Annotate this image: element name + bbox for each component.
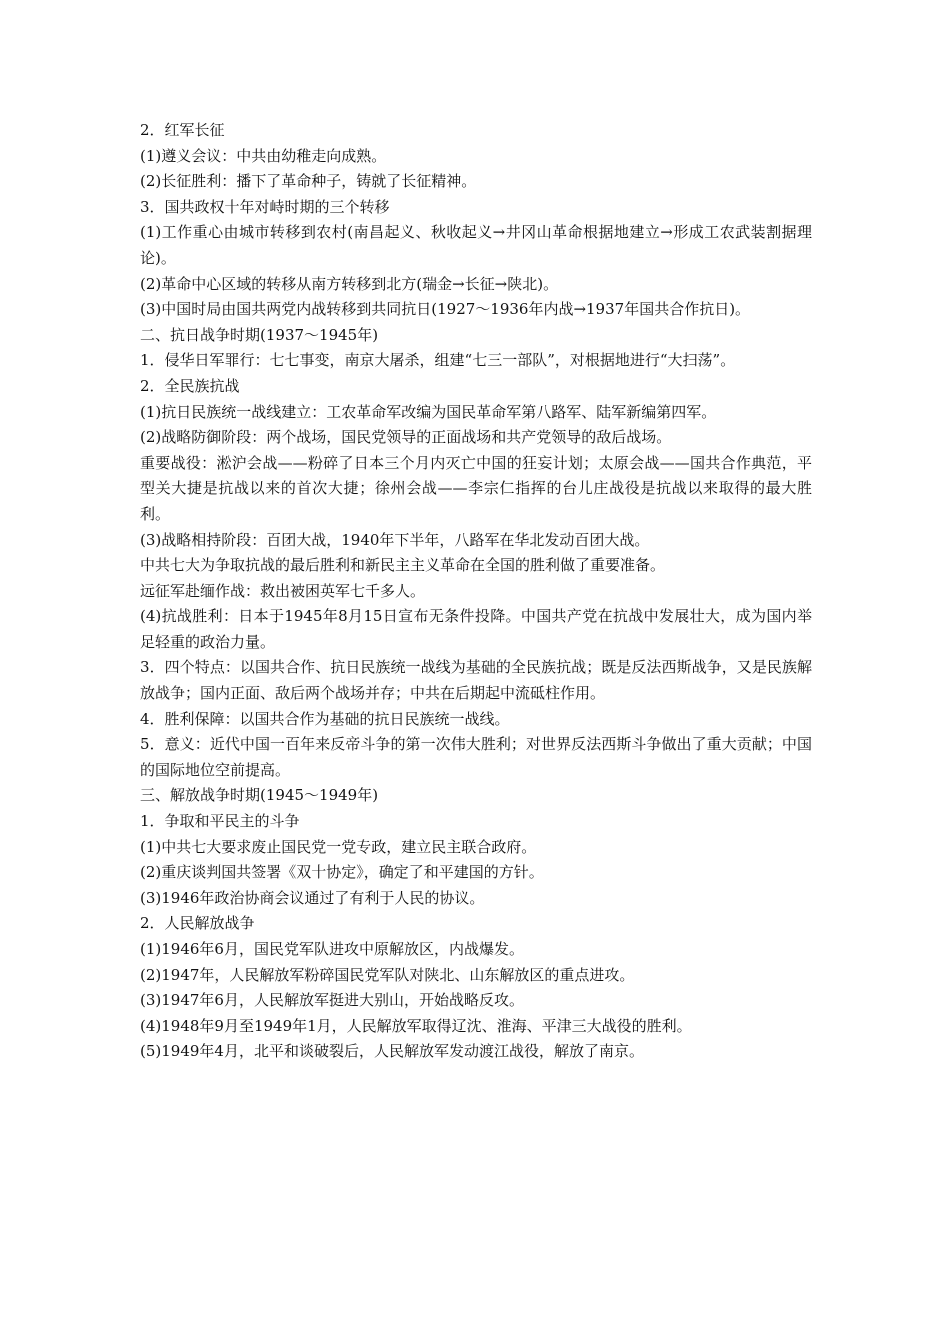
paragraph: 重要战役：淞沪会战——粉碎了日本三个月内灭亡中国的狂妄计划；太原会战——国共合作典范，平型关大捷是抗战以来的首次大捷；徐州会战——李宗仁指挥的台儿庄战役是抗战以来取得的最大胜利。 [140, 453, 812, 523]
paragraph: (4)1948年9月至1949年1月，人民解放军取得辽沈、淮海、平津三大战役的胜利。 [140, 1016, 692, 1035]
paragraph: (3)战略相持阶段：百团大战，1940年下半年，八路军在华北发动百团大战。 [140, 530, 650, 549]
paragraph: (3)1947年6月，人民解放军挺进大别山，开始战略反攻。 [140, 991, 524, 1010]
paragraph: (2)战略防御阶段：两个战场，国民党领导的正面战场和共产党领导的敌后战场。 [140, 428, 672, 447]
paragraph: (4)抗战胜利：日本于1945年8月15日宣布无条件投降。中国共产党在抗战中发展壮大，成为国内举足轻重的政治力量。 [140, 607, 812, 651]
chapter-heading-anti-japanese-war: 二、抗日战争时期(1937～1945年) [140, 325, 379, 344]
paragraph: (1)遵义会议：中共由幼稚走向成熟。 [140, 146, 387, 165]
paragraph: (1)中共七大要求废止国民党一党专政，建立民主联合政府。 [140, 837, 537, 856]
paragraph: (3)中国时局由国共两党内战转移到共同抗日(1927～1936年内战→1937年国共合作抗日)。 [140, 300, 751, 319]
section-heading-peoples-liberation-war: 2．人民解放战争 [140, 914, 255, 933]
section-heading-long-march: 2．红军长征 [140, 121, 225, 139]
paragraph: (2)长征胜利：播下了革命种子，铸就了长征精神。 [140, 172, 477, 191]
paragraph: 3．四个特点：以国共合作、抗日民族统一战线为基础的全民族抗战；既是反法西斯战争，又是民族解放战争；国内正面、敌后两个战场并存；中共在后期起中流砥柱作用。 [140, 658, 812, 703]
chapter-heading-liberation-war: 三、解放战争时期(1945～1949年) [140, 786, 379, 805]
paragraph: (1)1946年6月，国民党军队进攻中原解放区，内战爆发。 [140, 940, 524, 958]
paragraph: (3)1946年政治协商会议通过了有利于人民的协议。 [140, 888, 485, 907]
paragraph: (5)1949年4月，北平和谈破裂后，人民解放军发动渡江战役，解放了南京。 [140, 1042, 644, 1061]
paragraph: 5．意义：近代中国一百年来反帝斗争的第一次伟大胜利；对世界反法西斯斗争做出了重大贡献；中国的国际地位空前提高。 [140, 735, 812, 779]
paragraph: (2)革命中心区域的转移从南方转移到北方(瑞金→长征→陕北)。 [140, 274, 559, 293]
paragraph: 1．侵华日军罪行：七七事变，南京大屠杀，组建“七三一部队”，对根据地进行“大扫荡”。 [140, 351, 736, 370]
section-heading-three-shifts: 3．国共政权十年对峙时期的三个转移 [140, 197, 390, 216]
paragraph: 中共七大为争取抗战的最后胜利和新民主主义革命在全国的胜利做了重要准备。 [140, 556, 666, 575]
section-heading-peace-democracy: 1．争取和平民主的斗争 [140, 812, 300, 831]
paragraph: (1)工作重心由城市转移到农村(南昌起义、秋收起义→井冈山革命根据地建立→形成工农武装割据理论)。 [140, 223, 812, 267]
paragraph: (2)1947年，人民解放军粉碎国民党军队对陕北、山东解放区的重点进攻。 [140, 965, 635, 984]
paragraph: 远征军赴缅作战：救出被困英军七千多人。 [140, 581, 426, 600]
paragraph: (2)重庆谈判国共签署《双十协定》，确定了和平建国的方针。 [140, 863, 544, 882]
document-body [140, 118, 812, 1065]
paragraph: (1)抗日民族统一战线建立：工农革命军改编为国民革命军第八路军、陆军新编第四军。 [140, 402, 717, 421]
paragraph: 4．胜利保障：以国共合作为基础的抗日民族统一战线。 [140, 709, 510, 728]
section-heading-national-resistance: 2．全民族抗战 [140, 376, 240, 395]
